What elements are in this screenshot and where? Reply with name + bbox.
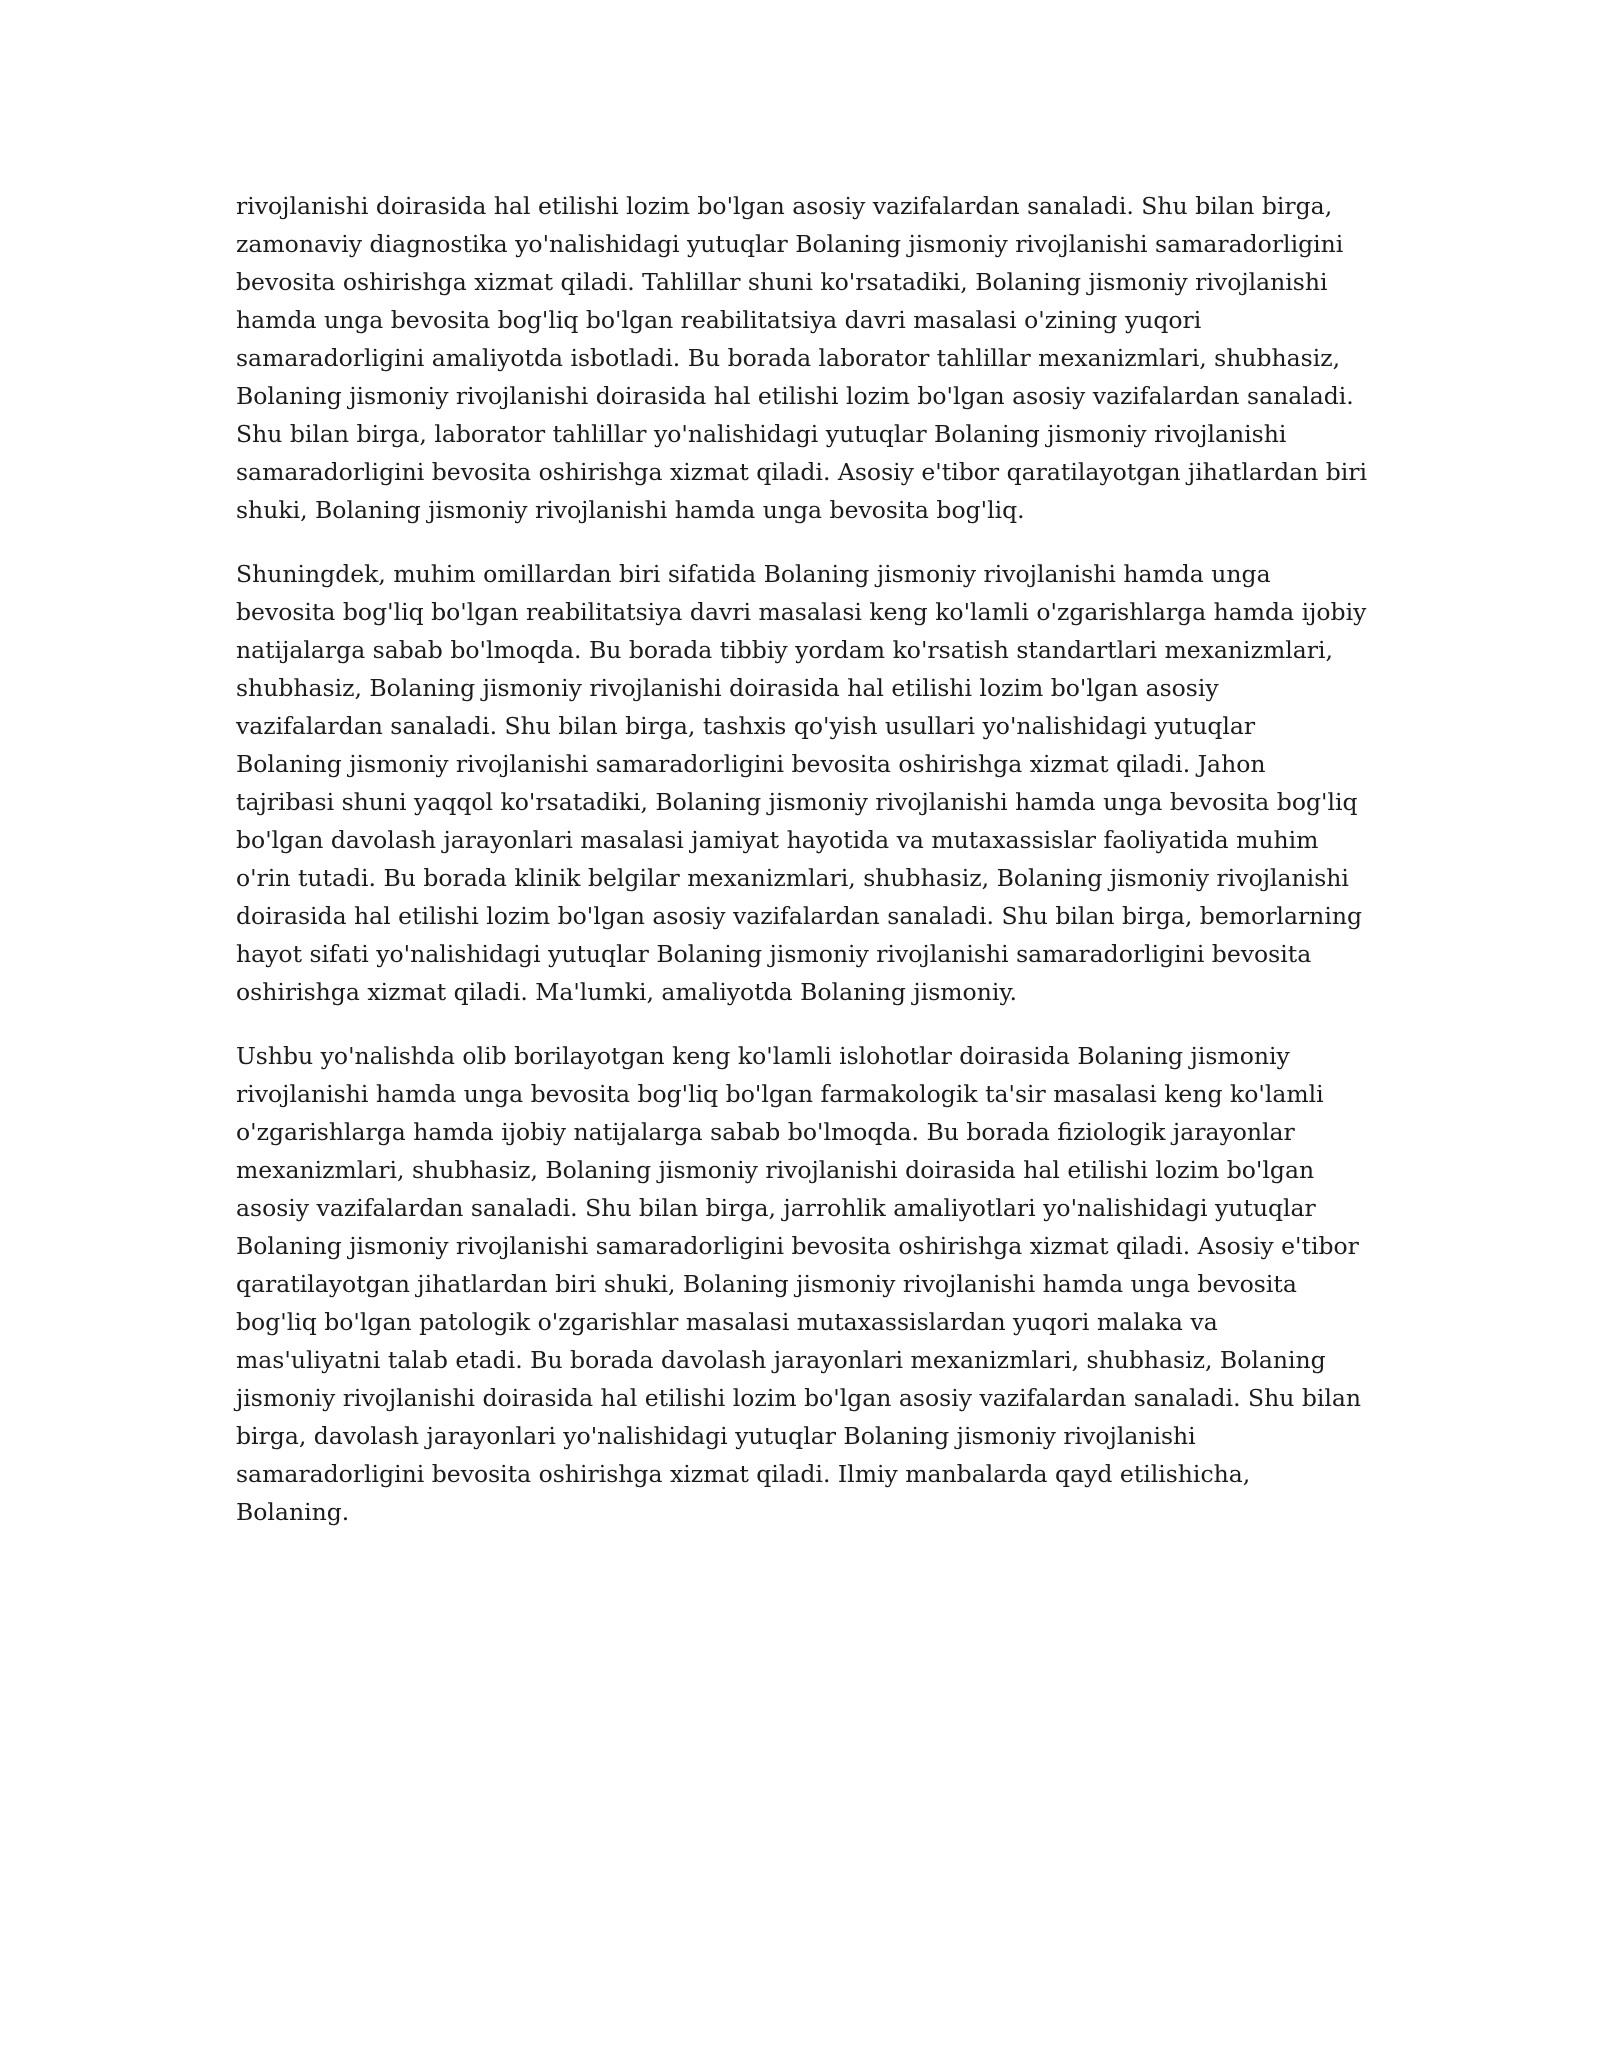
paragraph-3: Ushbu yo'nalishda olib borilayotgan keng ko'lamli islohotlar doirasida Bolaning jismoniy rivojlanishi hamda unga bevosita bog'liq bo'lgan farmakologik ta'sir masalasi keng ko'lamli o'zgarishlarga hamda ijobiy natijalarga sabab bo'lmoqda. Bu borada fiziologik jarayonlar mexanizmlari, shubhasiz, Bolaning jismoniy rivojlanishi doirasida hal etilishi lozim bo'lgan asosiy vazifalardan sanaladi. Shu bilan birga, jarrohlik amaliyotlari yo'nalishidagi yutuqlar Bolaning jismoniy rivojlanishi samaradorligini bevosita oshirishga xizmat qiladi. Asosiy e'tibor qaratilayotgan jihatlardan biri shuki, Bolaning jismoniy rivojlanishi hamda unga bevosita bog'liq bo'lgan patologik o'zgarishlar masalasi mutaxassislardan yuqori malaka va mas'uliyatni talab etadi. Bu borada davolash jarayonlari mexanizmlari, shubhasiz, Bolaning jismoniy rivojlanishi doirasida hal etilishi lozim bo'lgan asosiy vazifalardan sanaladi. Shu bilan birga, davolash jarayonlari yo'nalishidagi yutuqlar Bolaning jismoniy rivojlanishi samaradorligini bevosita oshirishga xizmat qiladi. Ilmiy manbalarda qayd etilishicha, Bolaning. [236,1042,1362,1526]
document-body [236,187,1368,1557]
paragraph-2: Shuningdek, muhim omillardan biri sifatida Bolaning jismoniy rivojlanishi hamda unga bevosita bog'liq bo'lgan reabilitatsiya davri masalasi keng ko'lamli o'zgarishlarga hamda ijobiy natijalarga sabab bo'lmoqda. Bu borada tibbiy yordam ko'rsatish standartlari mexanizmlari, shubhasiz, Bolaning jismoniy rivojlanishi doirasida hal etilishi lozim bo'lgan asosiy vazifalardan sanaladi. Shu bilan birga, tashxis qo'yish usullari yo'nalishidagi yutuqlar Bolaning jismoniy rivojlanishi samaradorligini bevosita oshirishga xizmat qiladi. Jahon tajribasi shuni yaqqol ko'rsatadiki, Bolaning jismoniy rivojlanishi hamda unga bevosita bog'liq bo'lgan davolash jarayonlari masalasi jamiyat hayotida va mutaxassislar faoliyatida muhim o'rin tutadi. Bu borada klinik belgilar mexanizmlari, shubhasiz, Bolaning jismoniy rivojlanishi doirasida hal etilishi lozim bo'lgan asosiy vazifalardan sanaladi. Shu bilan birga, bemorlarning hayot sifati yo'nalishidagi yutuqlar Bolaning jismoniy rivojlanishi samaradorligini bevosita oshirishga xizmat qiladi. Ma'lumki, amaliyotda Bolaning jismoniy. [236,560,1367,1006]
paragraph-1: rivojlanishi doirasida hal etilishi lozim bo'lgan asosiy vazifalardan sanaladi. Shu bilan birga, zamonaviy diagnostika yo'nalishidagi yutuqlar Bolaning jismoniy rivojlanishi samaradorligini bevosita oshirishga xizmat qiladi. Tahlillar shuni ko'rsatadiki, Bolaning jismoniy rivojlanishi hamda unga bevosita bog'liq bo'lgan reabilitatsiya davri masalasi o'zining yuqori samaradorligini amaliyotda isbotladi. Bu borada laborator tahlillar mexanizmlari, shubhasiz, Bolaning jismoniy rivojlanishi doirasida hal etilishi lozim bo'lgan asosiy vazifalardan sanaladi. Shu bilan birga, laborator tahlillar yo'nalishidagi yutuqlar Bolaning jismoniy rivojlanishi samaradorligini bevosita oshirishga xizmat qiladi. Asosiy e'tibor qaratilayotgan jihatlardan biri shuki, Bolaning jismoniy rivojlanishi hamda unga bevosita bog'liq. [236,192,1368,524]
